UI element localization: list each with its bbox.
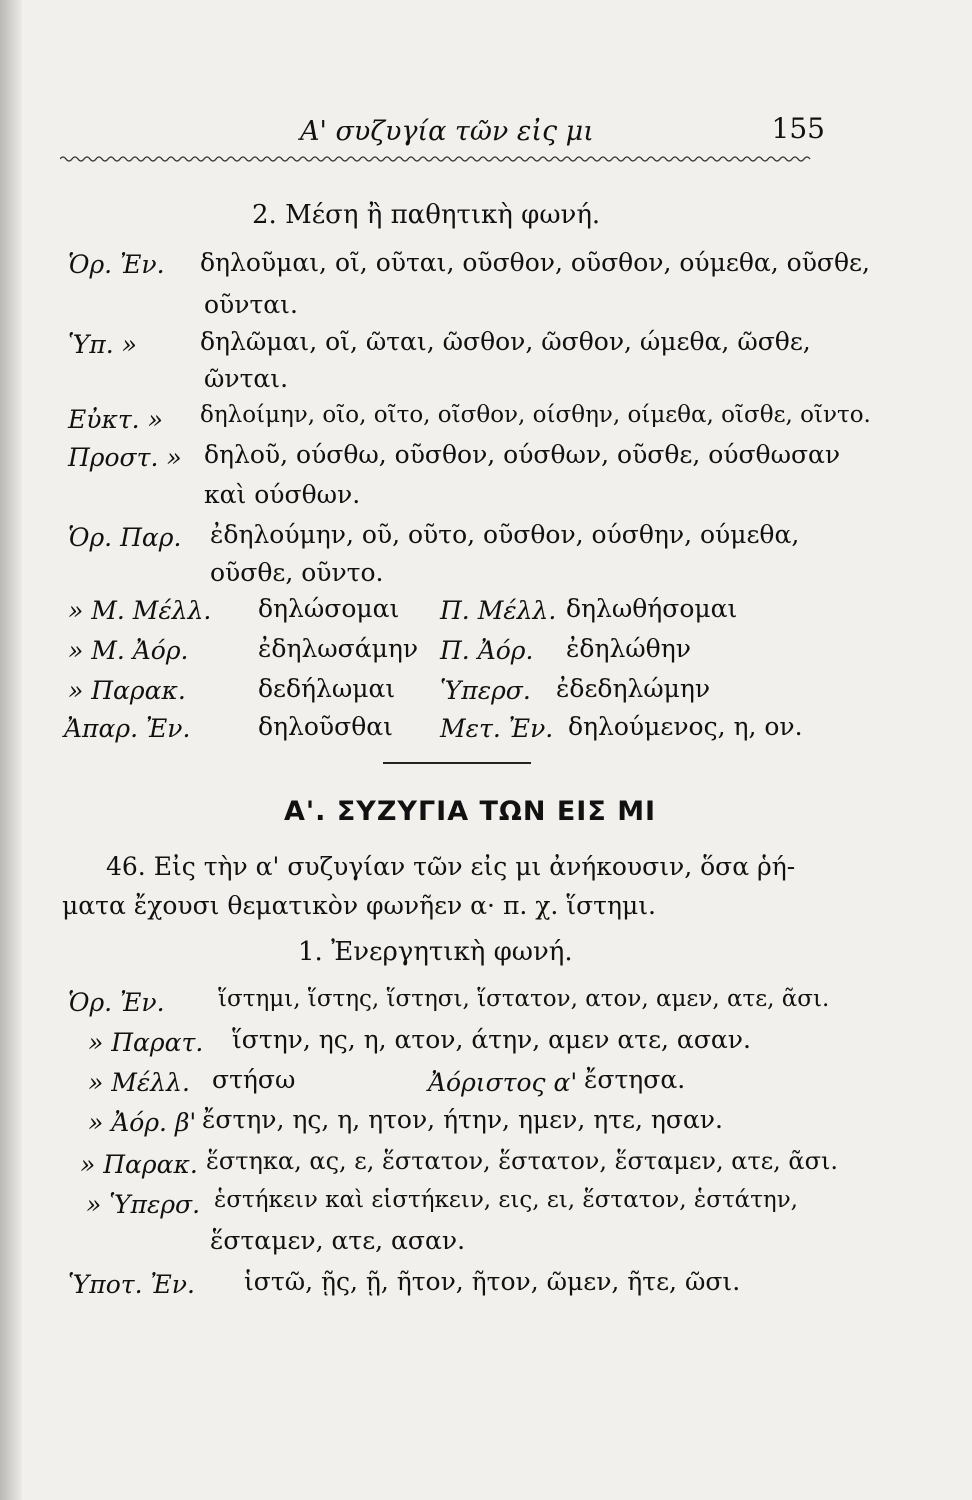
paragraph-line: 46. Εἰς τὴν α' συζυγίαν τῶν εἰς μι ἀνήκουσιν, ὅσα ῥή- xyxy=(106,852,796,881)
row-text: ἱστῶ, ῇς, ῇ, ῆτον, ῆτον, ῶμεν, ῆτε, ῶσι. xyxy=(244,1267,741,1296)
row-label: Ἀόριστος α' xyxy=(428,1068,578,1097)
row-text: δηλοῦ, ούσθω, οῦσθον, ούσθων, οῦσθε, ούσθωσαν xyxy=(204,440,841,469)
page-edge-shadow xyxy=(0,0,22,1500)
row-label: Ὁρ. Ἐν. xyxy=(68,988,165,1017)
tense-form: δεδήλωμαι xyxy=(258,674,396,703)
section-divider xyxy=(383,762,531,764)
tense-label: Π. Ἀόρ. xyxy=(440,636,534,665)
page-number: 155 xyxy=(771,112,825,145)
tense-label: Ὑπερσ. xyxy=(440,676,531,705)
row-text: ῶνται. xyxy=(204,364,289,393)
tense-label: Π. Μέλλ. xyxy=(440,596,557,625)
row-label: Προστ. » xyxy=(68,443,182,472)
row-text: οῦσθε, οῦντο. xyxy=(210,558,384,587)
tense-label: » Μ. Ἀόρ. xyxy=(68,636,189,665)
tense-form: ἐδεδηλώμην xyxy=(556,674,711,703)
section-heading: Α'. ΣΥΖΥΓΙΑ ΤΩΝ ΕΙΣ ΜΙ xyxy=(284,796,657,827)
row-text: ἵστην, ης, η, ατον, άτην, αμεν ατε, ασαν. xyxy=(232,1025,751,1054)
tense-form: ἐδηλώθην xyxy=(566,634,691,663)
tense-label: Ἀπαρ. Ἐν. xyxy=(64,714,191,743)
row-label: Ὁρ. Παρ. xyxy=(68,523,182,552)
wavy-rule xyxy=(60,154,815,164)
tense-label: Μετ. Ἐν. xyxy=(440,714,554,743)
row-label: » Ἀόρ. β' xyxy=(88,1108,197,1137)
row-label: » Μέλλ. xyxy=(88,1068,190,1097)
row-text: δηλοίμην, οῖο, οῖτο, οῖσθον, οίσθην, οίμεθα, οῖσθε, οῖντο. xyxy=(200,402,871,428)
tense-form: ἐδηλωσάμην xyxy=(258,634,419,663)
row-text: ἔστησα. xyxy=(584,1065,686,1094)
row-label: Ὑποτ. Ἐν. xyxy=(68,1270,195,1299)
row-label: Ὁρ. Ἐν. xyxy=(68,250,165,279)
row-text: οῦνται. xyxy=(204,290,298,319)
paragraph-line: ματα ἔχουσι θεματικὸν φωνῆεν α· π. χ. ἵστημι. xyxy=(62,891,656,920)
row-label: » Παρατ. xyxy=(88,1028,204,1057)
row-text: δηλοῦμαι, οῖ, οῦται, οῦσθον, οῦσθον, ούμεθα, οῦσθε, xyxy=(200,248,870,277)
row-text: ἕστηκα, ας, ε, ἕστατον, ἕστατον, ἕσταμεν, ατε, ᾶσι. xyxy=(206,1147,839,1175)
row-label: Ὑπ. » xyxy=(68,330,137,359)
row-text: καὶ ούσθων. xyxy=(204,480,361,509)
row-label: » Παρακ. xyxy=(80,1150,198,1179)
row-text: δηλῶμαι, οῖ, ῶται, ῶσθον, ῶσθον, ώμεθα, ῶσθε, xyxy=(200,327,811,356)
tense-form: δηλωθήσομαι xyxy=(566,594,738,623)
row-text: ἵστημι, ἵστης, ἵστησι, ἵστατον, ατον, αμεν, ατε, ᾶσι. xyxy=(218,986,830,1012)
row-text: ἐδηλούμην, οῦ, οῦτο, οῦσθον, ούσθην, ούμεθα, xyxy=(210,520,800,549)
row-label: » Ὑπερσ. xyxy=(86,1190,201,1219)
tense-label: » Παρακ. xyxy=(68,676,186,705)
row-text: ἕσταμεν, ατε, ασαν. xyxy=(210,1226,466,1255)
mid-voice-heading: 2. Μέση ἢ παθητικὴ φωνή. xyxy=(252,200,601,230)
row-text: ἔστην, ης, η, ητον, ήτην, ημεν, ητε, ησαν. xyxy=(202,1105,723,1134)
running-header xyxy=(60,108,825,148)
tense-form: δηλοῦσθαι xyxy=(258,712,393,741)
row-text: στήσω xyxy=(212,1065,296,1094)
active-voice-heading: 1. Ἐνεργητικὴ φωνή. xyxy=(298,937,573,967)
row-label: Εὐκτ. » xyxy=(68,405,163,434)
tense-form: δηλώσομαι xyxy=(258,594,400,623)
tense-form: δηλούμενος, η, ον. xyxy=(568,712,803,741)
running-title: Α' συζυγία τῶν εἰς μι xyxy=(300,116,594,147)
tense-label: » Μ. Μέλλ. xyxy=(68,596,212,625)
row-text: ἑστήκειν καὶ εἱστήκειν, εις, ει, ἕστατον, ἑστάτην, xyxy=(214,1187,798,1213)
